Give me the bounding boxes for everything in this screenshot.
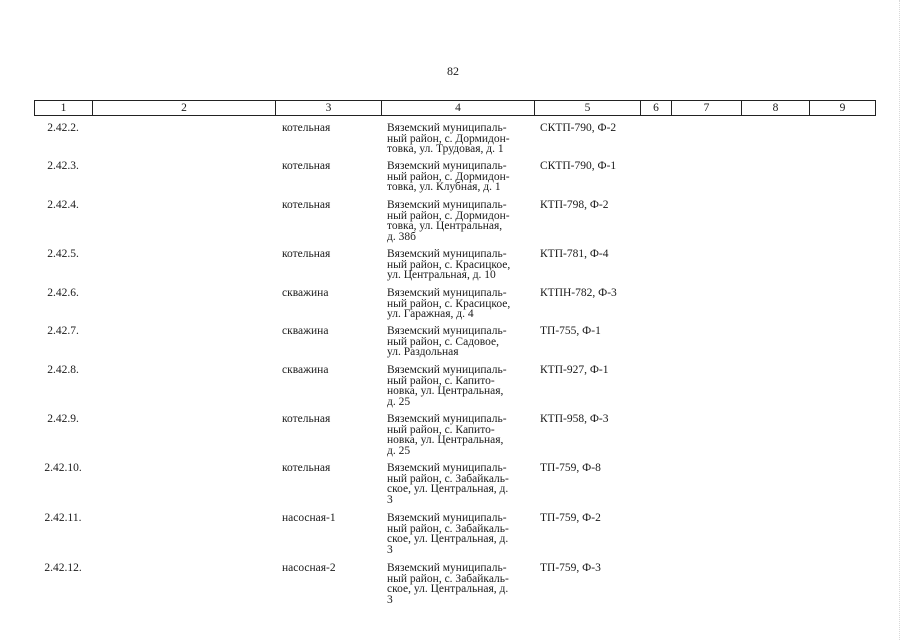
address-line: ный район, с. Капито-	[387, 423, 495, 436]
address-line: ул. Центральная, д. 10	[387, 269, 496, 281]
facility-address	[387, 123, 533, 155]
address-line: Вяземский муниципаль-	[387, 364, 507, 376]
address-line: товка, ул. Центральная,	[387, 220, 503, 232]
address-line: ул. Гаражная, д. 4	[387, 308, 474, 320]
address-line: 3	[387, 543, 393, 556]
page-number: 82	[447, 64, 459, 78]
row-number: 2.42.5.	[47, 248, 79, 260]
address-line: 3	[387, 493, 393, 506]
address-line: Вяземский муниципаль-	[387, 325, 507, 337]
address-line: Вяземский муниципаль-	[387, 160, 507, 172]
row-number: 2.42.9.	[47, 413, 79, 425]
power-source: КТП-798, Ф-2	[540, 199, 609, 211]
facility-address	[387, 161, 533, 193]
column-header: 7	[672, 101, 742, 116]
power-source: ТП-759, Ф-8	[540, 462, 601, 474]
facility-address	[387, 326, 533, 358]
power-source: СКТП-790, Ф-1	[540, 160, 617, 172]
facility-type: котельная	[282, 199, 331, 211]
facility-type: насосная-1	[282, 512, 336, 524]
facility-type: скважина	[282, 325, 329, 337]
facility-address	[387, 563, 533, 605]
row-number: 2.42.12.	[44, 562, 82, 574]
address-line: Вяземский муниципаль-	[387, 413, 507, 425]
facility-address	[387, 249, 533, 281]
facility-address	[387, 288, 533, 320]
row-number: 2.42.11.	[44, 512, 82, 524]
facility-address	[387, 200, 533, 242]
address-line: д. 25	[387, 444, 411, 457]
address-line: новка, ул. Центральная,	[387, 385, 504, 397]
facility-type: котельная	[282, 122, 331, 134]
address-line: ный район, с. Дормидон-	[387, 209, 510, 222]
address-line: Вяземский муниципаль-	[387, 462, 507, 474]
facility-address	[387, 365, 533, 407]
column-header: 9	[810, 101, 876, 116]
column-header-row	[34, 100, 876, 116]
column-header: 4	[382, 101, 535, 116]
address-line: ул. Раздольная	[387, 346, 459, 358]
power-source: КТПН-782, Ф-3	[540, 287, 617, 299]
power-source: ТП-759, Ф-2	[540, 512, 601, 524]
address-line: Вяземский муниципаль-	[387, 248, 507, 260]
row-number: 2.42.7.	[47, 325, 79, 337]
row-number: 2.42.4.	[47, 199, 79, 211]
address-line: 3	[387, 593, 393, 606]
column-header: 5	[535, 101, 641, 116]
address-line: ный район, с. Дормидон-	[387, 170, 510, 183]
facility-type: насосная-2	[282, 562, 336, 574]
address-line: ный район, с. Красицкое,	[387, 258, 511, 271]
address-line: ный район, с. Садовое,	[387, 335, 500, 348]
power-source: СКТП-790, Ф-2	[540, 122, 617, 134]
facility-type: скважина	[282, 287, 329, 299]
power-source: ТП-759, Ф-3	[540, 562, 601, 574]
column-header: 2	[93, 101, 276, 116]
facility-type: котельная	[282, 248, 331, 260]
power-source: КТП-781, Ф-4	[540, 248, 609, 260]
address-line: Вяземский муниципаль-	[387, 287, 507, 299]
facility-address	[387, 463, 533, 505]
address-line: ный район, с. Забайкаль-	[387, 572, 509, 585]
address-line: ское, ул. Центральная, д.	[387, 533, 509, 545]
address-line: ный район, с. Забайкаль-	[387, 522, 509, 535]
address-line: товка, ул. Клубная, д. 1	[387, 181, 501, 193]
facility-type: скважина	[282, 364, 329, 376]
address-line: Вяземский муниципаль-	[387, 122, 507, 134]
address-line: товка, ул. Трудовая, д. 1	[387, 143, 504, 155]
row-number: 2.42.10.	[44, 462, 82, 474]
column-header: 3	[276, 101, 382, 116]
address-line: Вяземский муниципаль-	[387, 199, 507, 211]
row-number: 2.42.6.	[47, 287, 79, 299]
address-line: д. 25	[387, 395, 411, 408]
address-line: Вяземский муниципаль-	[387, 562, 507, 574]
power-source: ТП-755, Ф-1	[540, 325, 601, 337]
facility-type: котельная	[282, 413, 331, 425]
facility-type: котельная	[282, 160, 331, 172]
address-line: ный район, с. Капито-	[387, 374, 495, 387]
row-number: 2.42.2.	[47, 122, 79, 134]
column-header: 1	[35, 101, 93, 116]
row-number: 2.42.3.	[47, 160, 79, 172]
address-line: новка, ул. Центральная,	[387, 434, 504, 446]
facility-address	[387, 414, 533, 456]
facility-type: котельная	[282, 462, 331, 474]
address-line: д. 38б	[387, 230, 416, 243]
row-number: 2.42.8.	[47, 364, 79, 376]
address-line: ское, ул. Центральная, д.	[387, 583, 509, 595]
address-line: ный район, с. Забайкаль-	[387, 472, 509, 485]
column-header: 6	[641, 101, 672, 116]
address-line: ный район, с. Красицкое,	[387, 297, 511, 310]
column-header: 8	[742, 101, 810, 116]
power-source: КТП-927, Ф-1	[540, 364, 609, 376]
power-source: КТП-958, Ф-3	[540, 413, 609, 425]
address-line: ское, ул. Центральная, д.	[387, 483, 509, 495]
facility-address	[387, 513, 533, 555]
address-line: ный район, с. Дормидон-	[387, 132, 510, 145]
page-edge-divider	[898, 0, 900, 640]
address-line: Вяземский муниципаль-	[387, 512, 507, 524]
